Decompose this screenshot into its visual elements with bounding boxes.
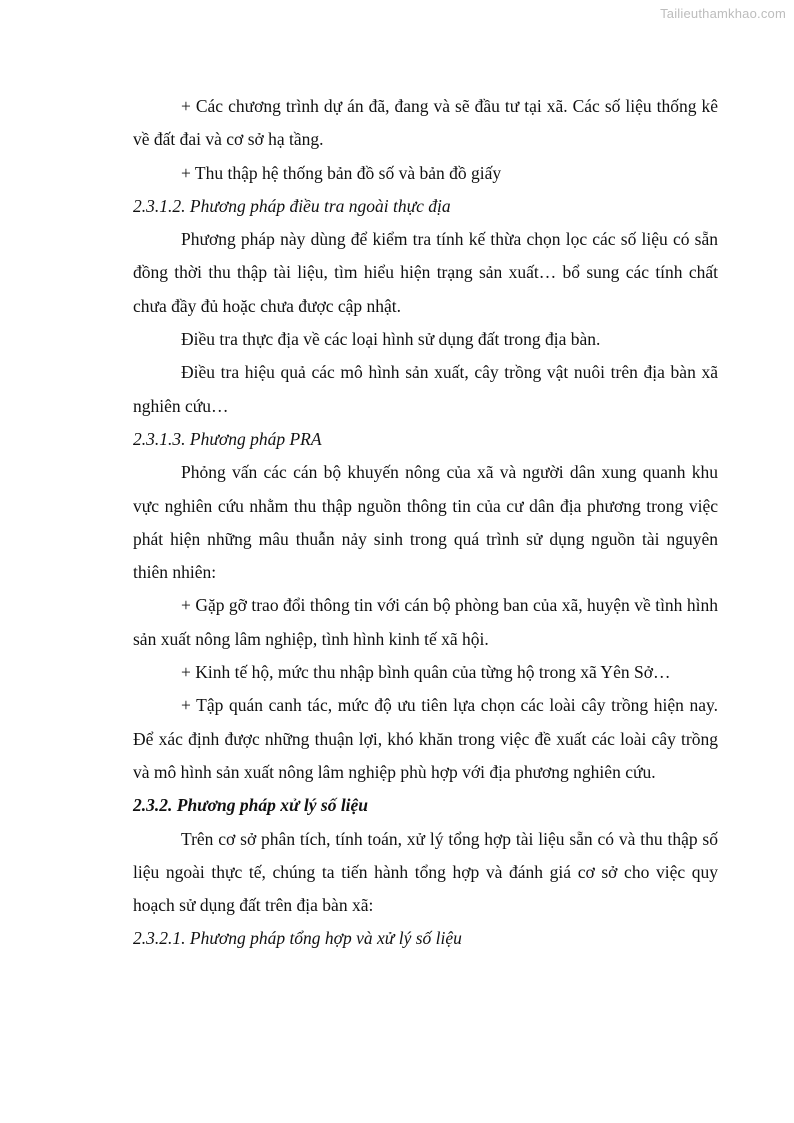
paragraph: Phương pháp này dùng để kiểm tra tính kế thừa chọn lọc các số liệu có sẵn đồng thời thu thập tài liệu, tìm hiểu hiện trạng sản xuất… bổ sung các tính chất chưa đầy đủ hoặc chưa được cập nhật. xyxy=(133,229,718,316)
watermark: Tailieuthamkhao.com xyxy=(660,6,786,21)
section-heading: 2.3.1.2. Phương pháp điều tra ngoài thực địa xyxy=(133,195,451,216)
paragraph: + Tập quán canh tác, mức độ ưu tiên lựa chọn các loài cây trồng hiện nay. Để xác định được những thuận lợi, khó khăn trong việc đề xuất các loài cây trồng và mô hình sản xuất nông lâm nghiệp phù hợp với địa phương nghiên cứu. xyxy=(133,695,718,782)
paragraph: + Gặp gỡ trao đổi thông tin với cán bộ phòng ban của xã, huyện về tình hình sản xuất nông lâm nghiệp, tình hình kinh tế xã hội. xyxy=(133,595,718,649)
paragraph: Trên cơ sở phân tích, tính toán, xử lý tổng hợp tài liệu sẵn có và thu thập số liệu ngoài thực tế, chúng ta tiến hành tổng hợp và đánh giá cơ sở cho việc quy hoạch sử dụng đất trên địa bàn xã: xyxy=(133,828,718,916)
paragraph: Phỏng vấn các cán bộ khuyến nông của xã và người dân xung quanh khu vực nghiên cứu nhằm thu thập nguồn thông tin của cư dân địa phương trong việc phát hiện những mâu thuẫn nảy sinh trong quá trình sử dụng nguồn tài nguyên thiên nhiên: xyxy=(133,462,718,583)
section-heading-bold: 2.3.2. Phương pháp xử lý số liệu xyxy=(133,795,369,816)
section-heading: 2.3.1.3. Phương pháp PRA xyxy=(133,428,322,449)
paragraph: + Kinh tế hộ, mức thu nhập bình quân của từng hộ trong xã Yên Sở… xyxy=(181,662,671,683)
section-heading: 2.3.2.1. Phương pháp tổng hợp và xử lý số liệu xyxy=(133,928,462,949)
paragraph: + Thu thập hệ thống bản đồ số và bản đồ giấy xyxy=(181,162,502,183)
document-body xyxy=(133,90,718,956)
paragraph: Điều tra hiệu quả các mô hình sản xuất, cây trồng vật nuôi trên địa bàn xã nghiên cứu… xyxy=(133,362,718,416)
paragraph: Điều tra thực địa về các loại hình sử dụng đất trong địa bàn. xyxy=(181,329,601,350)
paragraph: + Các chương trình dự án đã, đang và sẽ đầu tư tại xã. Các số liệu thống kê về đất đai và cơ sở hạ tầng. xyxy=(133,96,718,150)
